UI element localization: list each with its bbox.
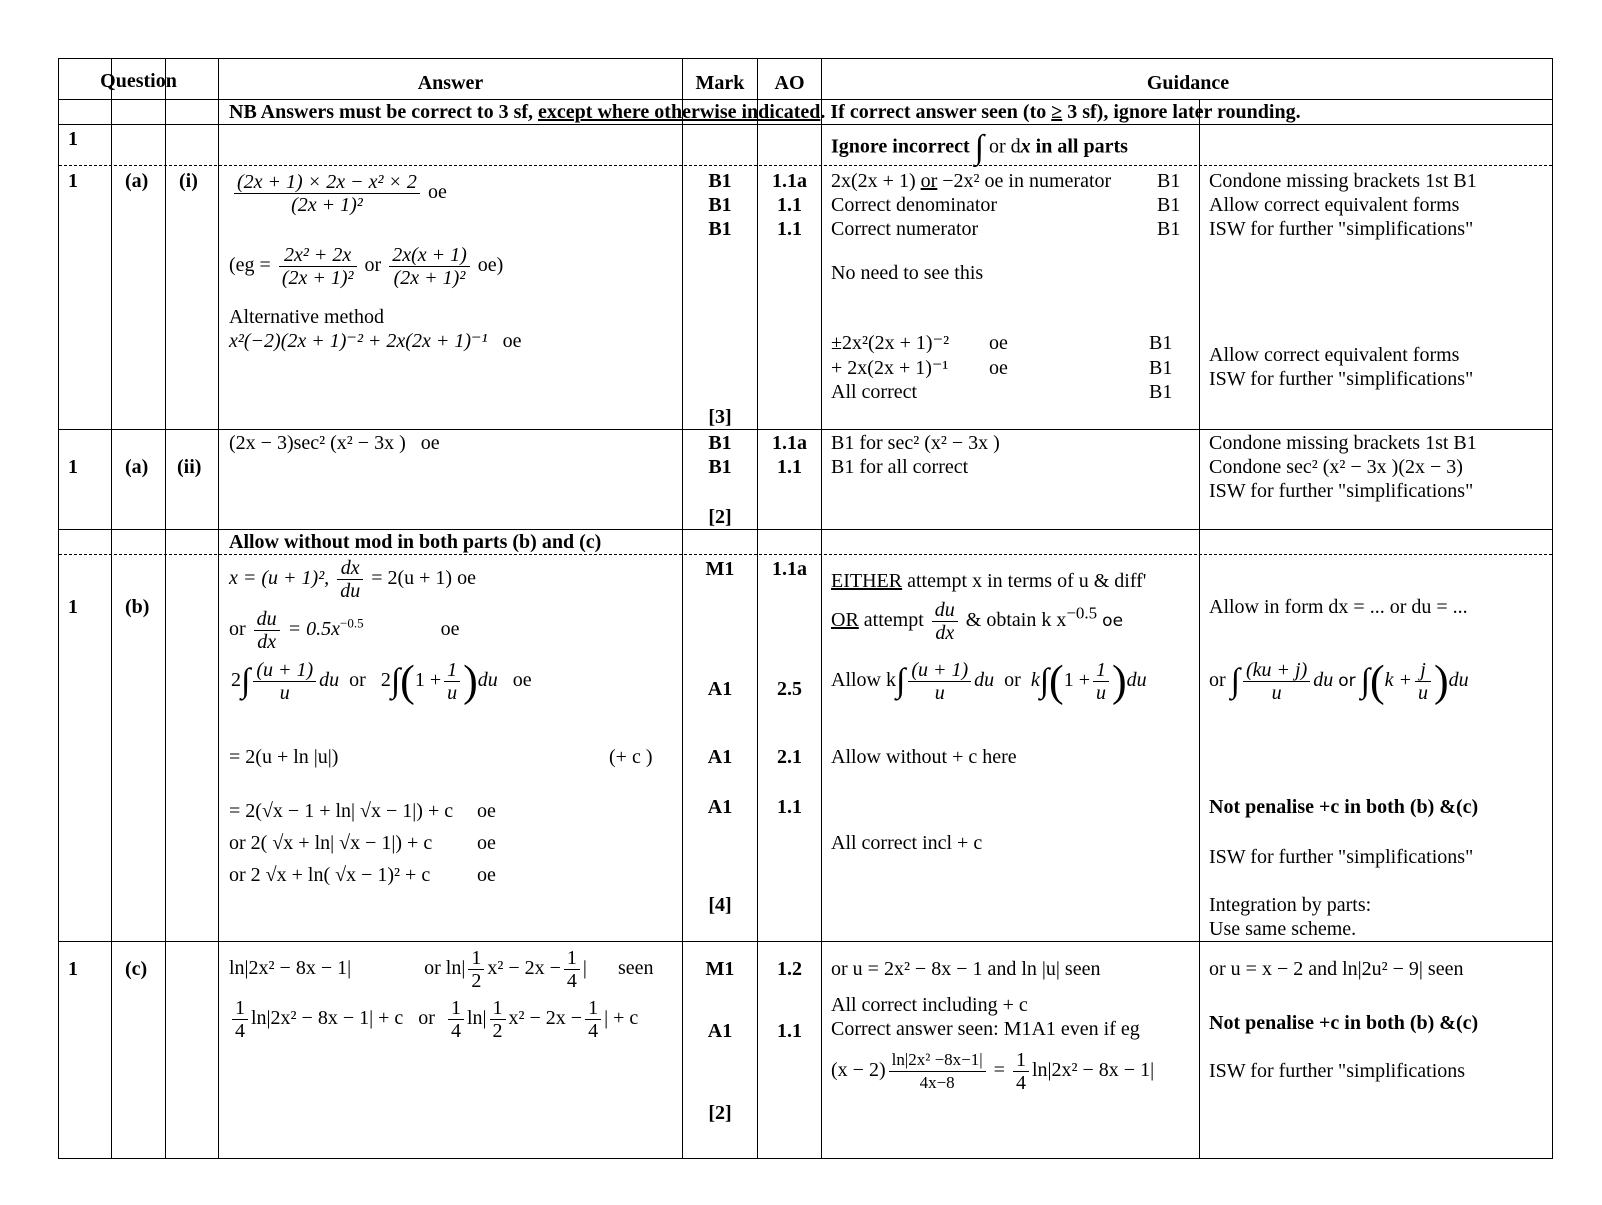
alt-method-expr: x²(−2)(2x + 1)⁻² + 2x(2x + 1)⁻¹ oe — [229, 330, 522, 352]
ao: 1.1a — [772, 558, 807, 580]
guidance-line: All correct including + c — [831, 994, 1028, 1016]
guidance-mark: B1 — [1149, 357, 1173, 379]
guidance-line: OR attempt $\frac{du}{dx}$ & obtain k $x^{-0.5}$ oe — [831, 599, 1124, 644]
ao: 1.1 — [777, 456, 802, 478]
note-line: Allow correct equivalent forms — [1209, 344, 1460, 366]
header-ao: AO — [774, 72, 805, 94]
note-line: ISW for further "simplifications — [1209, 1060, 1466, 1082]
answer-line: $\frac{1}{4}$ ln|2x² − 8x − 1| + c or $\frac{1}{4}$ ln| $\frac{1}{2}$ x² − 2x − $\frac{1}{4}$ | + c — [229, 997, 638, 1042]
note-line: Not penalise +c in both (b) &(c) — [1209, 796, 1479, 818]
row-divider — [59, 124, 1552, 125]
note-line: ISW for further "simplifications" — [1209, 218, 1474, 240]
q-number: 1 — [68, 596, 78, 618]
answer-line: or 2( √x + ln| √x − 1|) + c — [229, 832, 433, 854]
note-line: Use same scheme. — [1209, 918, 1357, 940]
col-divider — [218, 59, 219, 1158]
answer-integral: 2∫ $\frac{(u + 1)}{u}$ du or 2∫(1 + $\frac{1}{u}$ )du oe — [231, 656, 532, 706]
answer-plus-c: (+ c ) — [609, 746, 653, 768]
header-answer: Answer — [417, 72, 484, 94]
mark-total: [3] — [708, 406, 732, 428]
guidance-line: All correct incl + c — [831, 832, 983, 854]
mark: B1 — [708, 194, 732, 216]
mark: B1 — [708, 170, 732, 192]
part-label: (b) — [125, 596, 150, 618]
guidance-line: ±2x²(2x + 1)⁻² — [831, 332, 950, 354]
guidance-integral: Allow k∫ $\frac{(u + 1)}{u}$ du or k∫(1 + $\frac{1}{u}$ )du — [831, 656, 1147, 706]
answer-line: x = (u + 1)², $\frac{dx}{du}$ = 2(u + 1) oe — [229, 557, 476, 602]
guidance-line: All correct — [831, 381, 918, 403]
alt-method-title: Alternative method — [229, 306, 384, 328]
answer-line: or 2 √x + ln( √x − 1)² + c — [229, 864, 431, 886]
part-label: (a) — [125, 170, 149, 192]
ao: 1.1 — [777, 218, 802, 240]
subpart-label: (i) — [179, 170, 198, 192]
guidance-line: 2x(2x + 1) or −2x² oe in numerator — [831, 170, 1112, 192]
ignore-note: Ignore incorrect ∫ or dx in all parts — [831, 129, 1128, 166]
guidance-line: + 2x(2x + 1)⁻¹ — [831, 357, 949, 379]
mark: A1 — [707, 746, 733, 768]
row-divider — [59, 429, 1552, 430]
note-line: Condone missing brackets 1st B1 — [1209, 170, 1477, 192]
guidance-mark: B1 — [1149, 381, 1173, 403]
row-divider-dashed — [59, 554, 1552, 555]
guidance-line: Correct numerator — [831, 218, 979, 240]
guidance-line: or u = 2x² − 8x − 1 and ln |u| seen — [831, 958, 1101, 980]
ao: 2.5 — [777, 678, 802, 700]
header-mark: Mark — [695, 72, 745, 94]
part-label: (c) — [125, 958, 148, 980]
answer-oe: oe — [477, 832, 496, 854]
mark-total: [2] — [708, 506, 732, 528]
mark: M1 — [705, 558, 735, 580]
answer-oe: oe — [477, 864, 496, 886]
q-number: 1 — [68, 958, 78, 980]
allow-mod-note: Allow without mod in both parts (b) and (c) — [229, 531, 602, 553]
row-divider-dashed — [59, 165, 1552, 166]
note-line: ISW for further "simplifications" — [1209, 480, 1474, 502]
mark-total: [2] — [708, 1102, 732, 1124]
part-label: (a) — [125, 456, 149, 478]
guidance-mark: B1 — [1149, 332, 1173, 354]
mark: B1 — [708, 218, 732, 240]
ao: 1.1a — [772, 170, 807, 192]
mark: A1 — [707, 678, 733, 700]
nb-note: NB Answers must be correct to 3 sf, except where otherwise indicated. If correct answer seen (to ≥ 3 sf), ignore later rounding. — [229, 101, 1301, 123]
mark: B1 — [708, 456, 732, 478]
guidance-line: (x − 2) $\frac{\text{ln|2x² −8x−1|}}{4x-8}$ = $\frac{1}{4}$ ln|2x² − 8x − 1| — [831, 1049, 1155, 1094]
answer-line: (2x − 3)sec² (x² − 3x ) oe — [229, 432, 440, 454]
answer-line: = 2(u + ln |u|) — [229, 746, 339, 768]
note-line: Condone sec² (x² − 3x )(2x − 3) — [1209, 456, 1463, 478]
ao: 1.1 — [777, 796, 802, 818]
header-question: Question — [100, 70, 177, 92]
guidance-mark: B1 — [1157, 218, 1181, 240]
guidance-line: No need to see this — [831, 262, 984, 284]
ao: 1.1 — [777, 194, 802, 216]
mark-scheme-table — [58, 58, 1553, 1159]
note-integral: or ∫ $\frac{(ku + j)}{u}$ du or ∫(k + $\frac{j}{u}$ )du — [1209, 656, 1469, 706]
mark: A1 — [707, 1020, 733, 1042]
header-guidance: Guidance — [1146, 72, 1230, 94]
mark: M1 — [705, 958, 735, 980]
guidance-line: B1 for sec² (x² − 3x ) — [831, 432, 1000, 454]
col-divider — [1199, 99, 1200, 1158]
answer-line: ln|2x² − 8x − 1| or ln| $\frac{1}{2}$ x² − 2x − $\frac{1}{4}$ | seen — [229, 947, 654, 992]
subpart-label: (ii) — [177, 456, 202, 478]
ao: 1.1a — [772, 432, 807, 454]
guidance-oe: oe — [989, 332, 1008, 354]
note-line: ISW for further "simplifications" — [1209, 368, 1474, 390]
q-number: 1 — [68, 456, 78, 478]
col-divider — [821, 59, 822, 1158]
ao: 1.2 — [777, 958, 802, 980]
guidance-oe: oe — [989, 357, 1008, 379]
note-line: Condone missing brackets 1st B1 — [1209, 432, 1477, 454]
guidance-line: Correct answer seen: M1A1 even if eg — [831, 1018, 1140, 1040]
answer-line: = 2(√x − 1 + ln| √x − 1|) + c — [229, 800, 454, 822]
note-line: Not penalise +c in both (b) &(c) — [1209, 1012, 1479, 1034]
row-divider — [59, 941, 1552, 942]
answer-eg: (eg = $\frac{\text{2x² + 2x}}{\text{(2x + 1)²}}$ or $\frac{2x(x + 1)}{\text{(2x + 1)²}}$ oe) — [229, 244, 504, 289]
ao: 1.1 — [777, 1020, 802, 1042]
guidance-line: Correct denominator — [831, 194, 998, 216]
guidance-mark: B1 — [1157, 194, 1181, 216]
note-line: Allow correct equivalent forms — [1209, 194, 1460, 216]
note-line: ISW for further "simplifications" — [1209, 846, 1474, 868]
answer-derivative: $\frac{\text{(2x + 1) × 2x − x² × 2}}{\text{(2x + 1)²}}$ oe — [231, 171, 447, 216]
ao: 2.1 — [777, 746, 802, 768]
mark-total: [4] — [708, 894, 732, 916]
q-number: 1 — [68, 128, 78, 150]
col-divider — [165, 59, 166, 1158]
guidance-line: B1 for all correct — [831, 456, 969, 478]
note-line: Integration by parts: — [1209, 894, 1372, 916]
guidance-line: Allow without + c here — [831, 746, 1017, 768]
note-line: or u = x − 2 and ln|2u² − 9| seen — [1209, 958, 1464, 980]
note-line: Allow in form dx = ... or du = ... — [1209, 596, 1468, 618]
guidance-line: EITHER attempt x in terms of u & diff' — [831, 570, 1147, 592]
guidance-mark: B1 — [1157, 170, 1181, 192]
mark: B1 — [708, 432, 732, 454]
q-number: 1 — [68, 170, 78, 192]
col-divider — [111, 59, 112, 1158]
answer-line: or $\frac{du}{dx}$ = $0.5x^{-0.5}$ oe — [229, 608, 460, 653]
mark: A1 — [707, 796, 733, 818]
answer-oe: oe — [477, 800, 496, 822]
